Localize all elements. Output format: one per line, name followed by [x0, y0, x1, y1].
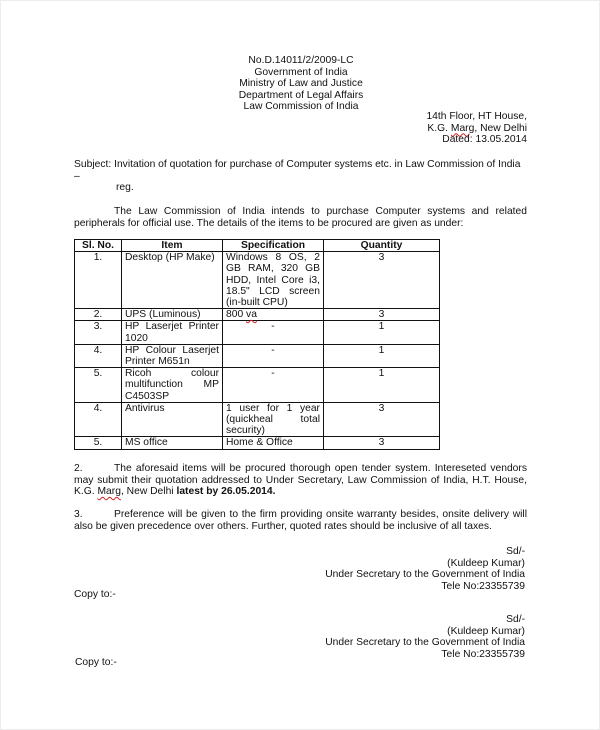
cell-qty: 3: [324, 437, 440, 449]
cell-qty: 3: [324, 402, 440, 437]
address-line-1: 14th Floor, HT House,: [426, 111, 527, 122]
header-specification: Specification: [223, 240, 324, 252]
table-row: [75, 344, 440, 367]
reference-number: No.D.14011/2/2009-LC: [248, 55, 354, 66]
address-city: , New Delhi: [474, 122, 527, 134]
table-row: [75, 309, 440, 321]
header-quantity: Quantity: [324, 240, 440, 252]
cell-spec: Home & Office: [223, 437, 324, 449]
signature-block: [295, 614, 525, 660]
header-commission: Law Commission of India: [243, 101, 359, 112]
header-sl-no: Sl. No.: [75, 240, 122, 252]
address-kg: K.G.: [427, 122, 451, 134]
cell-item: Ricoh colour multifunction MP C4503SP: [122, 368, 223, 403]
copy-to-label: Copy to:-: [74, 589, 116, 600]
address-line-2: [361, 123, 527, 135]
table-row: [75, 402, 440, 437]
spellcheck-word-va: va: [246, 309, 257, 321]
cell-sl: 5.: [75, 368, 122, 403]
cell-item: HP Colour Laserjet Printer M651n: [122, 344, 223, 367]
cell-spec: -: [223, 368, 324, 403]
deadline-text: latest by 26.05.2014.: [176, 486, 276, 497]
cell-sl: 1.: [75, 252, 122, 309]
header-department: Department of Legal Affairs: [238, 89, 364, 101]
subject-continuation: reg.: [116, 182, 134, 193]
cell-qty: 1: [324, 344, 440, 367]
cell-spec: 1 user for 1 year (quickheal total security): [223, 402, 324, 437]
spec-value: 800: [226, 309, 247, 321]
table-row: [75, 321, 440, 344]
signature-sd: Sd/-: [506, 614, 525, 625]
signatory-name: (Kuldeep Kumar): [447, 557, 525, 569]
copy-to-label: Copy to:-: [75, 657, 117, 668]
date-line: Dated: 13.05.2014: [442, 134, 527, 145]
cell-qty: 1: [324, 368, 440, 403]
header-item: Item: [122, 240, 223, 252]
address-block: [361, 111, 527, 146]
cell-spec: Windows 8 OS, 2 GB RAM, 320 GB HDD, Intel Core i3, 18.5" LCD screen (in-built CPU): [223, 252, 324, 309]
cell-item: Desktop (HP Make): [122, 252, 223, 309]
preference-paragraph: [74, 509, 527, 532]
table-row: [75, 368, 440, 403]
paragraph-number: 3.: [74, 509, 83, 520]
preference-text: Preference will be given to the firm providing onsite warranty besides, onsite delivery will also be given precedence over others. Further, quoted rates should be inclusive of all taxes.: [74, 509, 527, 532]
paragraph-number: 2.: [74, 463, 83, 474]
cell-item: HP Laserjet Printer 1020: [122, 321, 223, 344]
subject-label: Subject:: [74, 159, 112, 170]
cell-sl: 4.: [75, 402, 122, 437]
signatory-tele: Tele No:23355739: [441, 648, 525, 660]
cell-qty: 1: [324, 321, 440, 344]
spellcheck-word-marg: Marg: [97, 486, 121, 497]
signature-block: [295, 546, 525, 592]
intro-text: The Law Commission of India intends to purchase Computer systems and related peripherals for official use. The details of the items to be procured are given as under:: [74, 206, 527, 229]
cell-sl: 2.: [75, 309, 122, 321]
intro-paragraph: [74, 206, 527, 229]
tender-text: The aforesaid items will be procured thorough open tender system. Intereseted vendors may submit their quotation addressed to Under Secretary, Law Commission of India, H.T. House, K.G.: [74, 463, 527, 497]
cell-sl: 5.: [75, 437, 122, 449]
cell-item: MS office: [122, 437, 223, 449]
header-ministry: Ministry of Law and Justice: [239, 78, 363, 89]
items-table: [74, 239, 440, 450]
signature-sd: Sd/-: [506, 546, 525, 557]
signatory-name: (Kuldeep Kumar): [447, 625, 525, 637]
signatory-designation: Under Secretary to the Government of India: [325, 569, 525, 580]
spellcheck-word-marg: Marg: [450, 122, 475, 134]
subject-line: [74, 159, 529, 194]
cell-qty: 3: [324, 252, 440, 309]
cell-qty: 3: [324, 309, 440, 321]
table-row: [75, 437, 440, 449]
tender-paragraph: [74, 463, 527, 498]
cell-sl: 3.: [75, 321, 122, 344]
subject-text: Invitation of quotation for purchase of Computer systems etc. in Law Commission of India –: [74, 159, 521, 182]
cell-spec: -: [223, 344, 324, 367]
tender-city: , New Delhi: [120, 486, 177, 497]
signatory-tele: Tele No:23355739: [441, 580, 525, 592]
table-row: [75, 252, 440, 309]
cell-spec: -: [223, 321, 324, 344]
signatory-designation: Under Secretary to the Government of India: [325, 637, 525, 648]
table-header-row: [75, 240, 440, 252]
letter-header: [201, 55, 401, 113]
cell-sl: 4.: [75, 344, 122, 367]
header-government: Government of India: [254, 66, 348, 78]
cell-spec: [223, 309, 324, 321]
cell-item: Antivirus: [122, 402, 223, 437]
cell-item: UPS (Luminous): [122, 309, 223, 321]
